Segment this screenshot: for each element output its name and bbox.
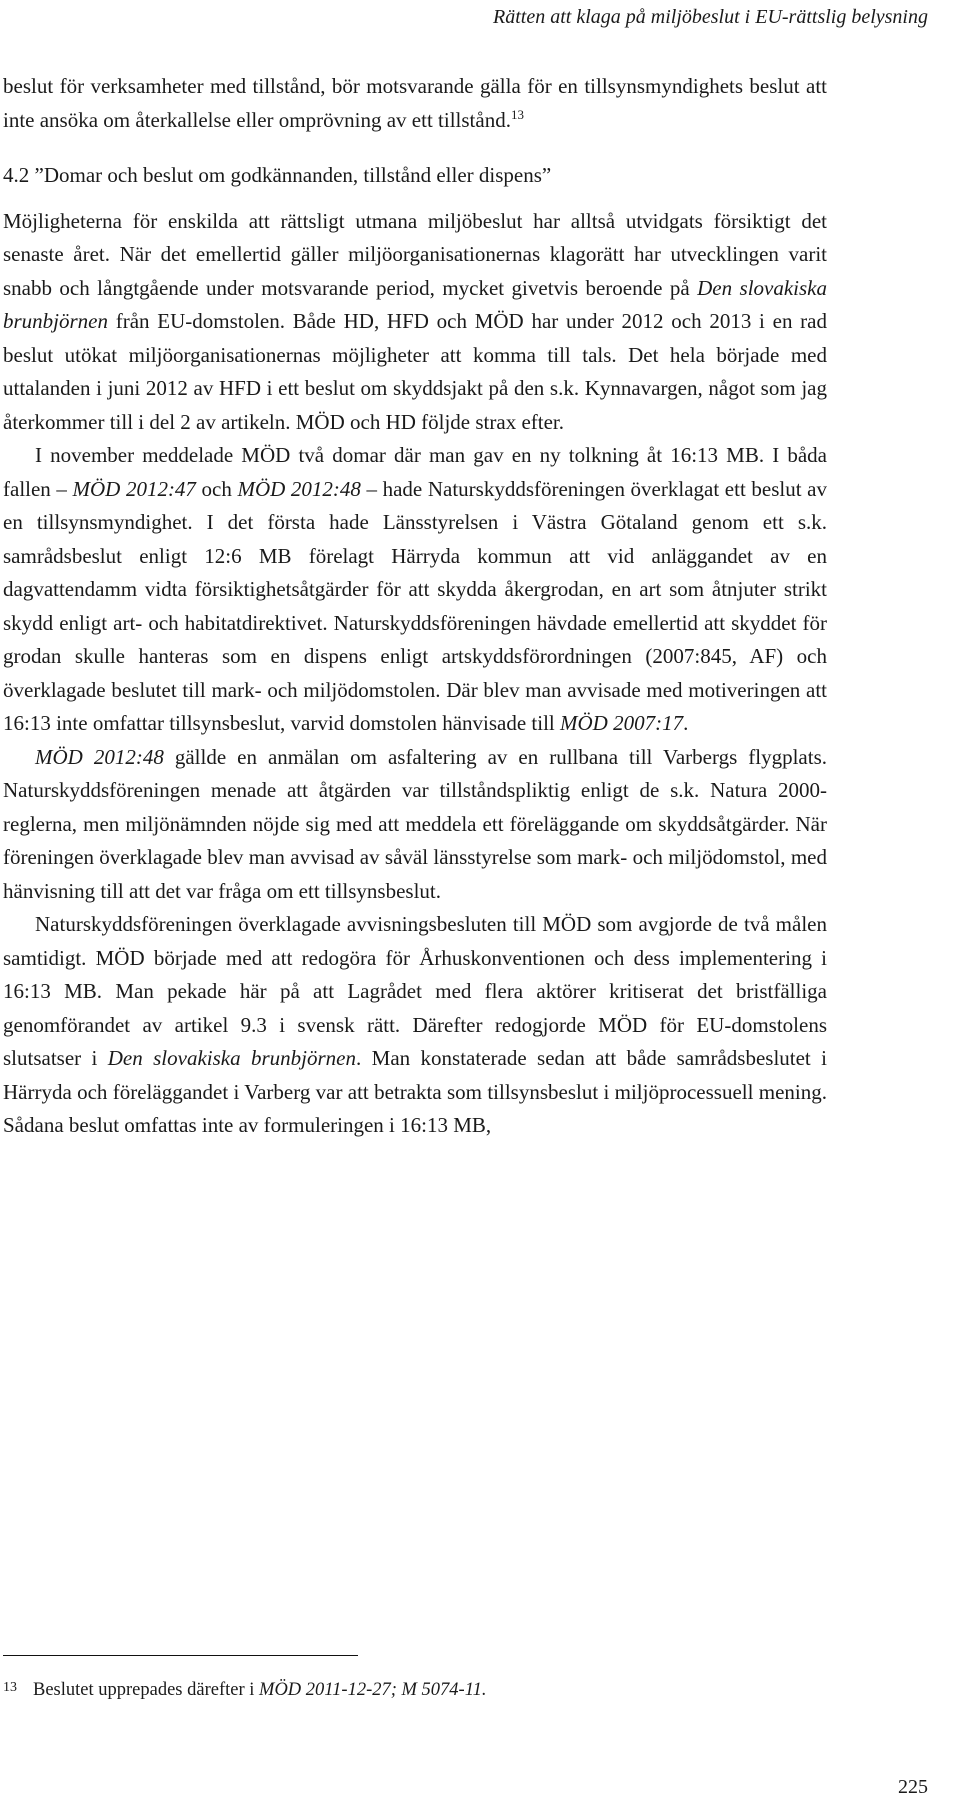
footnote bbox=[3, 1676, 827, 1702]
intro-paragraph bbox=[3, 70, 827, 137]
running-header: Rätten att klaga på miljöbeslut i EU-rättslig belysning bbox=[493, 6, 928, 28]
footnote-separator bbox=[3, 1655, 358, 1656]
p2-text-4: . bbox=[683, 711, 689, 735]
p1-case-name: Den slovakiska brunbjörnen bbox=[3, 275, 827, 333]
paragraph-3 bbox=[3, 741, 827, 909]
p4-case-name: Den slovakiska brunbjörnen bbox=[107, 1046, 357, 1070]
p3-case-ref: MÖD 2012:48 bbox=[35, 744, 164, 769]
p2-text-1: I november meddelade MÖD två domar där man gav en ny tolkning åt 16:13 MB. I båda fallen – bbox=[3, 443, 827, 501]
paragraph-2 bbox=[3, 439, 827, 741]
p2-case-ref-2: MÖD 2012:48 bbox=[237, 476, 361, 501]
footnote-ref[interactable]: 13 bbox=[510, 106, 524, 122]
footnote-case-ref: MÖD 2011-12-27; M 5074-11. bbox=[259, 1680, 487, 1700]
p2-text-3: – hade Naturskyddsföreningen överklagat ett beslut av en tillsynsmyndighet. I det första hade Länsstyrelsen i Västra Götaland genom ett s.k. samrådsbeslut enligt 12:6 MB förelagt Härryda kommun att vid anläggandet av en dagvattendamm vidta försiktighetsåtgärder för att skydda åkergrodan, en art som åtnjuter strikt skydd enligt art- och habitatdirektivet. Naturskyddsföreningen hävdade emellertid att skyddet för grodan skulle hanteras som en dispens enligt artskyddsförordningen (2007:845, AF) och överklagade beslutet till mark- och miljödomstolen. Där blev man avvisade med motiveringen att 16:13 inte omfattar tillsynsbeslut, varvid domstolen hänvisade till bbox=[3, 476, 827, 735]
p4-text-1: Naturskyddsföreningen överklagade avvisningsbesluten till MÖD som avgjorde de två målen samtidigt. MÖD började med att redogöra för Århuskonventionen och dess implementering i 16:13 MB. Man pekade här på att Lagrådet med flera aktörer kritiserat det bristfälliga genomförandet av artikel 9.3 i svensk rätt. Därefter redogjorde MÖD för EU-domstolens slutsatser i bbox=[3, 912, 827, 1070]
footnote-number: 13 bbox=[3, 1680, 17, 1695]
intro-text: beslut för verksamheter med tillstånd, bör motsvarande gälla för en tillsynsmyndighets beslut att inte ansöka om återkallelse eller omprövning av ett tillstånd. bbox=[3, 74, 827, 132]
paragraph-1 bbox=[3, 205, 827, 440]
p2-case-ref-3: MÖD 2007:17 bbox=[560, 711, 684, 735]
p1-text-1: Möjligheterna för enskilda att rättsligt utmana miljöbeslut har alltså utvidgats försiktigt det senaste året. När det emellertid gäller miljöorganisationernas klagorätt har utvecklingen varit snabb och långtgående under motsvarande period, mycket givetvis beroende på bbox=[3, 208, 827, 300]
p3-text-1: gällde en anmälan om asfaltering av en rullbana till Varbergs flygplats. Naturskyddsföreningen menade att åtgärden var tillståndspliktig enligt de s.k. Natura 2000-reglerna, men miljönämnden nöjde sig med att meddela ett föreläggande om skyddsåtgärder. När föreningen överklagade blev man avvisad av såväl länsstyrelse som mark- och miljödomstol, med hänvisning till att det var fråga om ett tillsynsbeslut. bbox=[3, 744, 827, 903]
body-text bbox=[3, 70, 827, 1143]
p2-text-2: och bbox=[195, 476, 238, 501]
p1-text-2: från EU-domstolen. Både HD, HFD och MÖD har under 2012 och 2013 i en rad beslut utökat miljöorganisationernas möjligheter att komma till tals. Det hela började med uttalanden i juni 2012 av HFD i ett beslut om skyddsjakt på den s.k. Kynnavargen, något som jag återkommer till i del 2 av artikeln. MÖD och HD följde strax efter. bbox=[3, 309, 827, 434]
page-number: 225 bbox=[898, 1776, 928, 1798]
paragraph-4 bbox=[3, 908, 827, 1143]
p2-case-ref-1: MÖD 2012:47 bbox=[72, 476, 196, 501]
section-heading: 4.2 ”Domar och beslut om godkännanden, tillstånd eller dispens” bbox=[3, 163, 552, 187]
p4-text-2: . Man konstaterade sedan att både samrådsbeslutet i Härryda och föreläggandet i Varberg var att betrakta som tillsynsbeslut i miljöprocessuell mening. Sådana beslut omfattas inte av formuleringen i 16:13 MB, bbox=[3, 1046, 827, 1137]
footnote-text: Beslutet upprepades därefter i bbox=[33, 1680, 260, 1700]
